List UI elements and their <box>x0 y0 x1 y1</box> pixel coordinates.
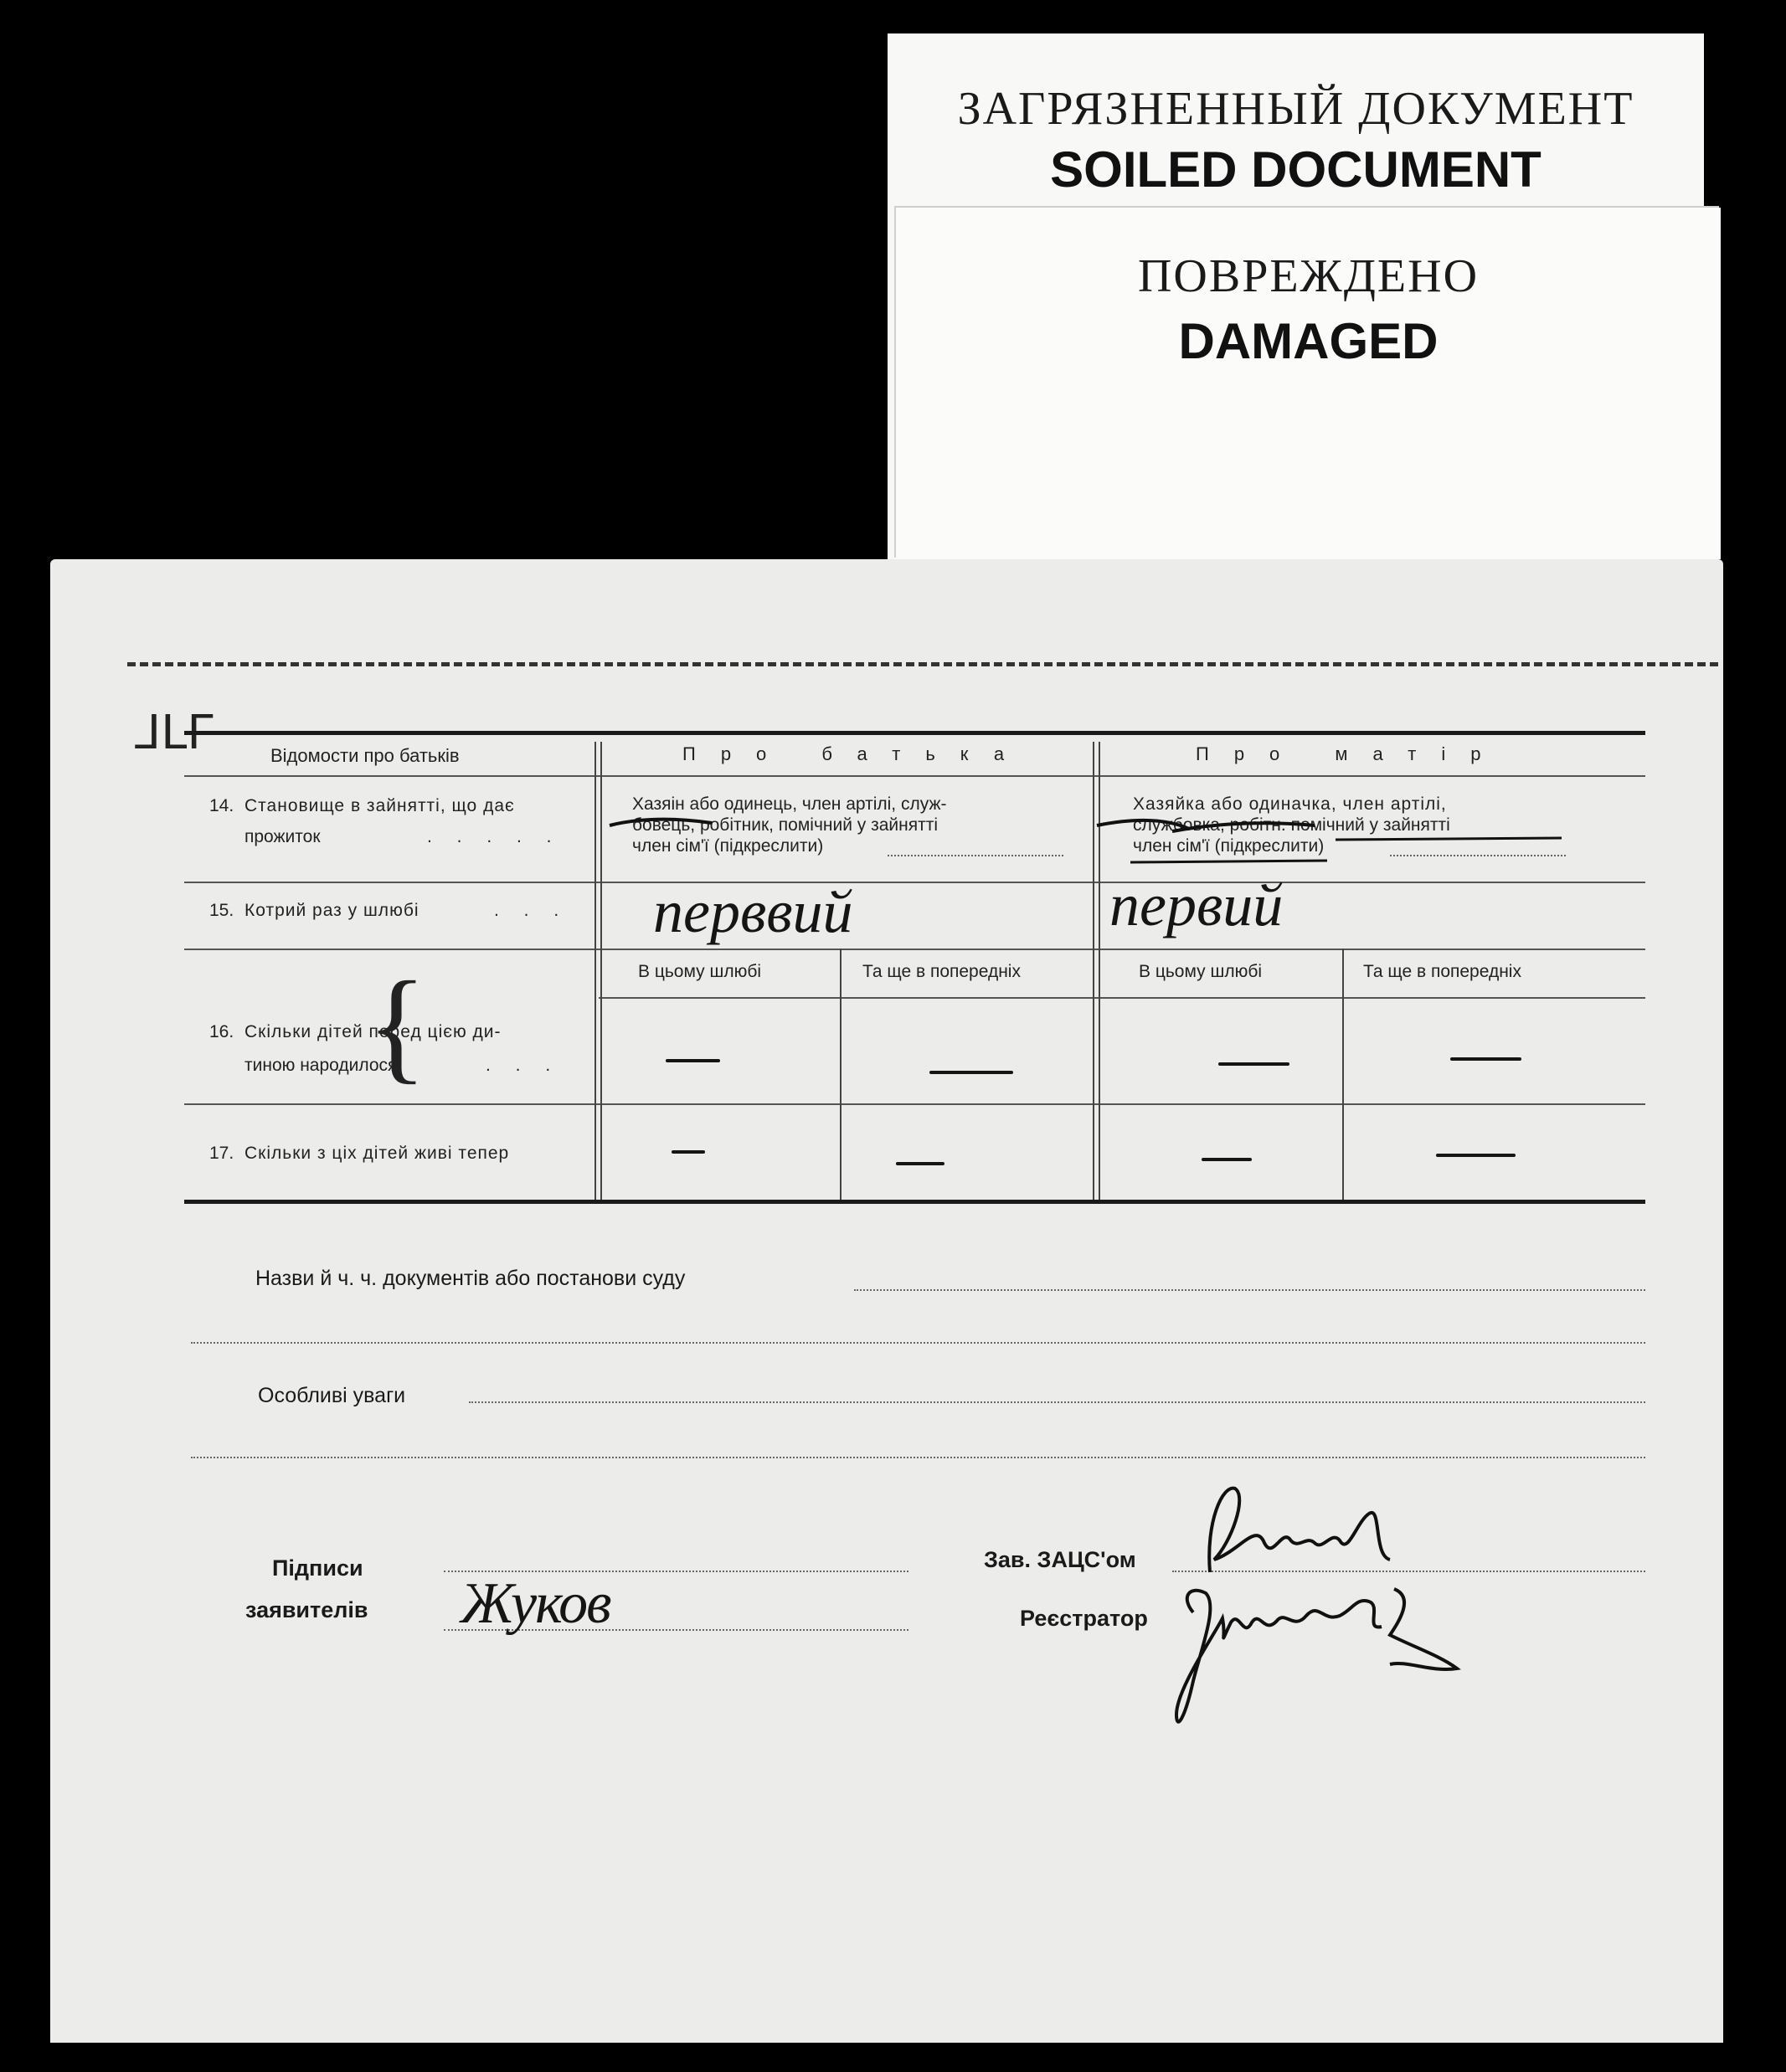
row14-father-line3: член сім'ї (підкреслити) <box>632 836 824 856</box>
row14-father-line1: Хазяін або одинець, член артілі, служ- <box>632 794 947 814</box>
applicants-signatures-label-line1: Підписи <box>272 1555 363 1581</box>
row15-label-dots: . . . <box>494 901 569 920</box>
applicants-signatures-label-line2: заявителів <box>245 1597 368 1622</box>
damaged-label-ru: ПОВРЕЖДЕНО <box>1137 250 1480 302</box>
subheader-mother-this-marriage: В цьому шлюбі <box>1139 962 1263 981</box>
corner-handwritten-mark: ᒧᒪᒥ <box>132 707 214 759</box>
row14-label-dots: . . . . . <box>427 827 562 846</box>
row14-father-line2: бовець, робітник, помічний у зайнятті <box>632 815 939 835</box>
row16-label-line2: тиною народилося <box>244 1056 398 1075</box>
applicants-brace: { <box>367 956 427 1095</box>
row15-mother-handwritten: первий <box>1109 871 1284 938</box>
registrar-label: Реєстратор <box>1020 1606 1148 1631</box>
subheader-mother-previous: Та ще в попередніх <box>1363 962 1521 981</box>
damaged-label-en: DAMAGED <box>1178 313 1439 369</box>
row14-label-line2: прожиток <box>244 827 321 846</box>
documents-label: Назви й ч. ч. документів або постанови суду <box>255 1267 686 1290</box>
row15-label: Котрий раз у шлюбі <box>244 901 419 920</box>
header-parents-info: Відомости про батьків <box>270 745 460 766</box>
soiled-label-en: SOILED DOCUMENT <box>1050 141 1542 198</box>
row16-number: 16. <box>209 1022 234 1041</box>
header-father: Про батька <box>682 743 1030 764</box>
row17-number: 17. <box>209 1144 234 1163</box>
registry-form-sheet <box>50 559 1723 2043</box>
zags-head-label: Зав. ЗАЦС'ом <box>984 1547 1136 1572</box>
soiled-label-ru: ЗАГРЯЗНЕННЫЙ ДОКУМЕНТ <box>957 83 1634 135</box>
row14-mother-line2: службовка, робітн. помічний у зайнятті <box>1133 815 1450 835</box>
row14-mother-line3: член сім'ї (підкреслити) <box>1133 836 1325 856</box>
official-signatures-drawing <box>50 559 1723 2043</box>
remarks-label: Особливі уваги <box>258 1384 406 1407</box>
header-mother: Про матір <box>1196 743 1506 764</box>
applicant-handwritten-signature: Жуков <box>461 1571 610 1636</box>
row17-label: Скільки з ціх дітей живі тепер <box>244 1144 510 1163</box>
row16-label-dots: . . . <box>486 1056 561 1075</box>
row14-mother-line1: Хазяйка або одиначка, член артілі, <box>1133 794 1447 814</box>
row15-number: 15. <box>209 901 234 920</box>
row14-number: 14. <box>209 796 234 815</box>
row15-father-handwritten: перввий <box>653 878 853 945</box>
damaged-document-card <box>896 208 1721 559</box>
subheader-father-previous: Та ще в попередніх <box>862 962 1021 981</box>
subheader-father-this-marriage: В цьому шлюбі <box>638 962 762 981</box>
row14-label-line1: Становище в зайнятті, що дає <box>244 796 515 815</box>
row16-label-line1: Скільки дітей перед цією ди- <box>244 1022 502 1041</box>
